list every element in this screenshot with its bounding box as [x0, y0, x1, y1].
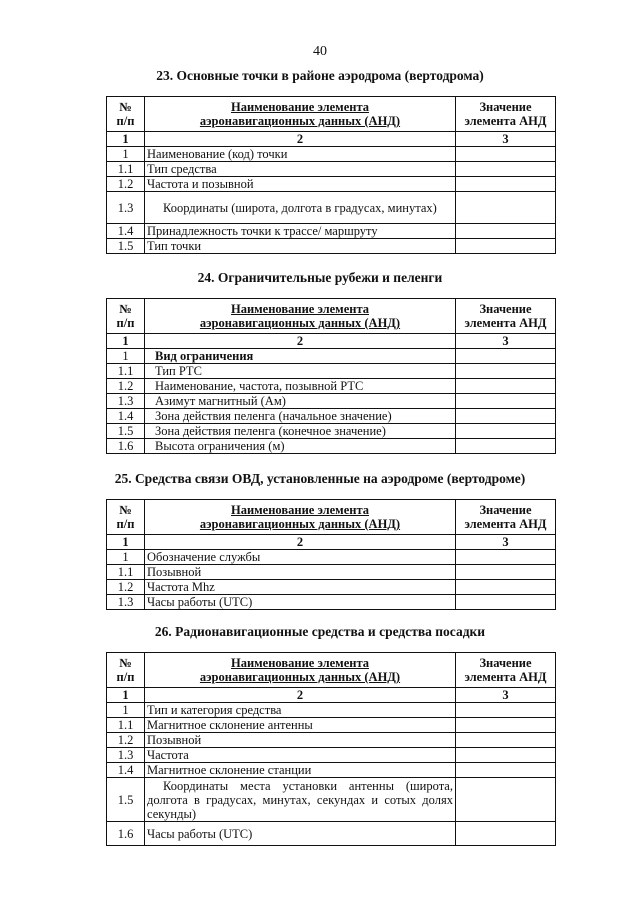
table-row: 1.1 Тип средства	[107, 162, 556, 177]
table-row: 1.3 Координаты (широта, долгота в градусах, минутах)	[107, 192, 556, 224]
table-row: 1.6 Высота ограничения (м)	[107, 439, 556, 454]
table-row: 1 Тип и категория средства	[107, 703, 556, 718]
table-row: 1.3 Часы работы (UTC)	[107, 595, 556, 610]
col-num-header: № п/п	[107, 299, 145, 334]
col-name-header: Наименование элемента аэронавигационных данных (АНД)	[145, 97, 456, 132]
table-row: 1.4 Зона действия пеленга (начальное значение)	[107, 409, 556, 424]
table-row: 1.2 Позывной	[107, 733, 556, 748]
table-23	[106, 96, 556, 254]
col-value-header: Значение элемента АНД	[456, 97, 556, 132]
table-row: 1.2 Частота и позывной	[107, 177, 556, 192]
col-name-header: Наименование элемента аэронавигационных данных (АНД)	[145, 299, 456, 334]
table-26	[106, 652, 556, 846]
table-header	[107, 653, 556, 688]
table-row: 1.6 Часы работы (UTC)	[107, 822, 556, 846]
table-25	[106, 499, 556, 610]
table-header	[107, 500, 556, 535]
table-row: 1.5 Тип точки	[107, 239, 556, 254]
col-num-header: № п/п	[107, 500, 145, 535]
table-row: 1.5 Координаты места установки антенны (широта, долгота в градусах, минутах, секундах и сотых долях секунды)	[107, 778, 556, 822]
page-number: 40	[313, 44, 327, 59]
table-row: 1.3 Частота	[107, 748, 556, 763]
section-title-23: 23. Основные точки в районе аэродрома (вертодрома)	[156, 68, 484, 83]
table-row: 1.2 Частота Mhz	[107, 580, 556, 595]
table-row: 1.4 Магнитное склонение станции	[107, 763, 556, 778]
table-row: 1.2 Наименование, частота, позывной РТС	[107, 379, 556, 394]
table-24	[106, 298, 556, 454]
table-row: 1 Наименование (код) точки	[107, 147, 556, 162]
table-header	[107, 299, 556, 334]
index-row: 1 2 3	[107, 688, 556, 703]
table-row: 1.1 Магнитное склонение антенны	[107, 718, 556, 733]
table-row: 1 Вид ограничения	[107, 349, 556, 364]
table-row: 1 Обозначение службы	[107, 550, 556, 565]
table-row: 1.1 Позывной	[107, 565, 556, 580]
col-name-header: Наименование элемента аэронавигационных данных (АНД)	[145, 653, 456, 688]
section-title-25: 25. Средства связи ОВД, установленные на аэродроме (вертодроме)	[114, 471, 526, 486]
table-row: 1.1 Тип РТС	[107, 364, 556, 379]
index-row: 1 2 3	[107, 334, 556, 349]
index-row: 1 2 3	[107, 535, 556, 550]
table-header	[107, 97, 556, 132]
col-value-header: Значение элемента АНД	[456, 653, 556, 688]
section-title-24: 24. Ограничительные рубежи и пеленги	[197, 270, 443, 285]
section-title-26: 26. Радионавигационные средства и средства посадки	[154, 624, 486, 639]
col-value-header: Значение элемента АНД	[456, 299, 556, 334]
col-value-header: Значение элемента АНД	[456, 500, 556, 535]
table-row: 1.3 Азимут магнитный (Ам)	[107, 394, 556, 409]
table-row: 1.5 Зона действия пеленга (конечное значение)	[107, 424, 556, 439]
col-num-header: № п/п	[107, 653, 145, 688]
index-row: 1 2 3	[107, 132, 556, 147]
table-row: 1.4 Принадлежность точки к трассе/ маршруту	[107, 224, 556, 239]
col-num-header: № п/п	[107, 97, 145, 132]
col-name-header: Наименование элемента аэронавигационных данных (АНД)	[145, 500, 456, 535]
